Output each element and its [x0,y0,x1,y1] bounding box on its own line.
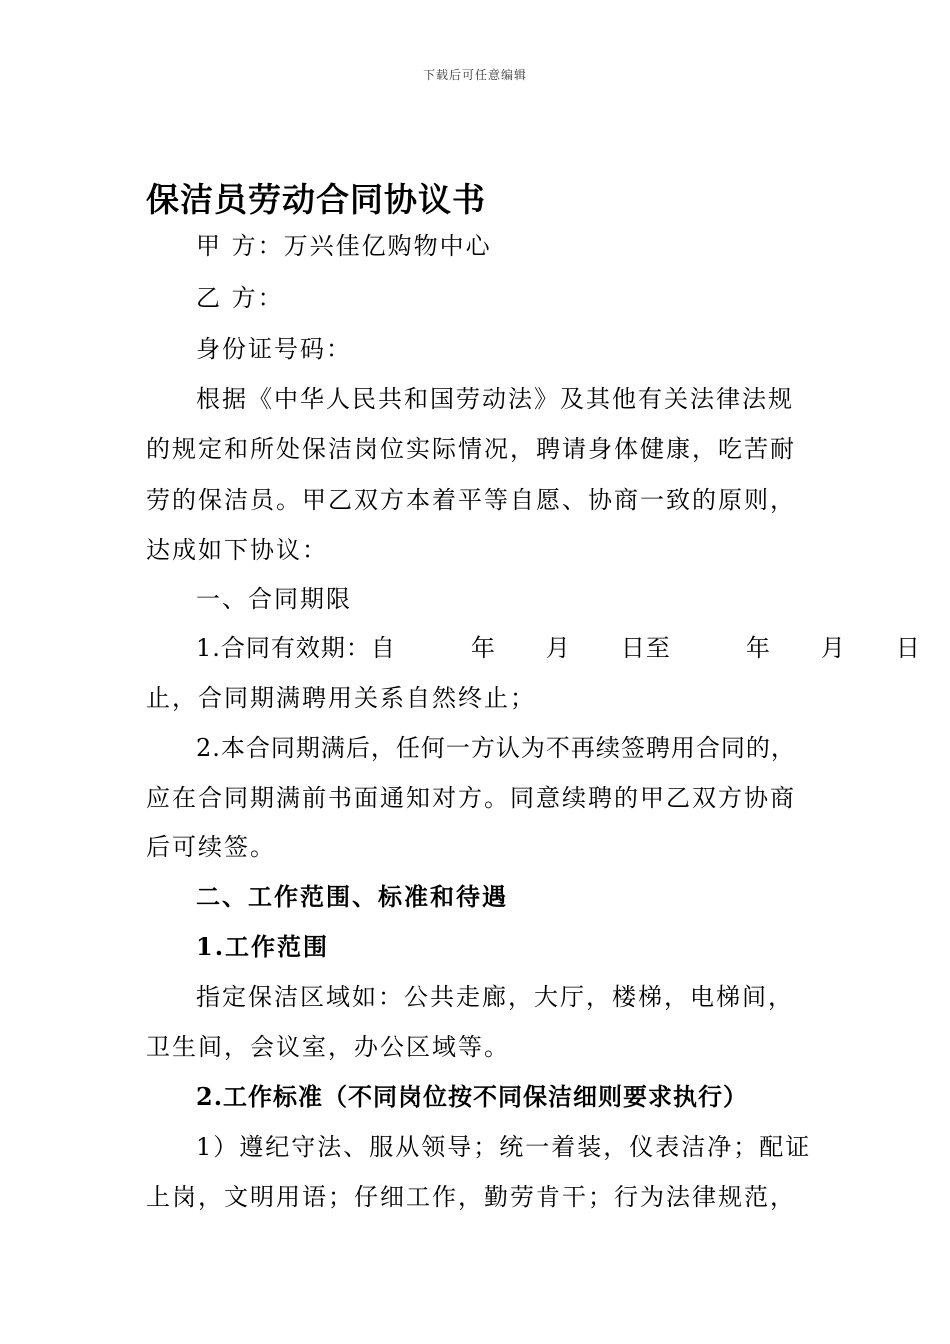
subsection-heading: 1.工作范围 [196,932,330,961]
party-b-line: 乙 方： [196,284,284,312]
clause-line: 1.合同有效期：自 年 月 日至 年 月 日 [196,634,921,662]
section-heading: 二、工作范围、标准和待遇 [196,882,508,911]
paragraph-line: 上岗，文明用语；仔细工作，勤劳肯干；行为法律规范， [146,1183,796,1211]
clause-line: 2.本合同期满后，任何一方认为不再续签聘用合同的， [196,734,796,762]
paragraph-line: 的规定和所处保洁岗位实际情况，聘请身体健康，吃苦耐 [146,435,796,463]
paragraph-line: 达成如下协议： [146,536,328,564]
section-heading: 一、合同期限 [196,585,352,613]
paragraph-line: 劳的保洁员。甲乙双方本着平等自愿、协商一致的原则， [146,486,796,514]
party-a-line: 甲 方：万兴佳亿购物中心 [196,232,492,260]
header-note: 下载后可任意编辑 [422,68,527,82]
document-title: 保洁员劳动合同协议书 [146,180,486,219]
clause-line: 止，合同期满聘用关系自然终止； [146,684,536,712]
id-number-line: 身份证号码： [196,335,352,363]
paragraph-line: 1）遵纪守法、服从领导；统一着装，仪表洁净；配证 [196,1133,812,1161]
subsection-heading: 2.工作标准（不同岗位按不同保洁细则要求执行） [196,1082,749,1111]
clause-line: 后可续签。 [146,833,276,861]
paragraph-line: 根据《中华人民共和国劳动法》及其他有关法律法规 [196,385,794,413]
clause-line: 应在合同期满前书面通知对方。同意续聘的甲乙双方协商 [146,784,796,812]
paragraph-line: 指定保洁区域如：公共走廊，大厅，楼梯，电梯间， [196,983,794,1011]
paragraph-line: 卫生间，会议室，办公区域等。 [146,1033,510,1061]
